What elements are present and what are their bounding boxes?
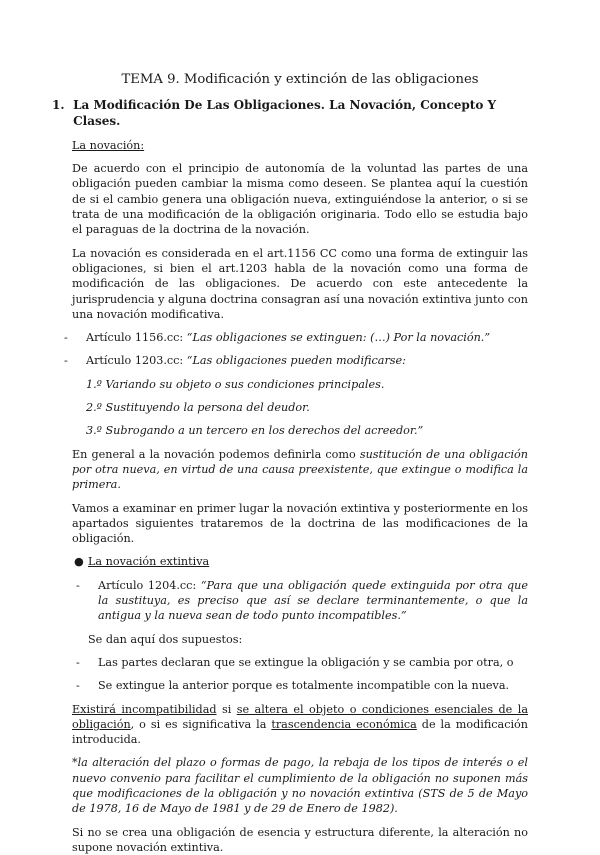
supuesto-text: Las partes declaran que se extingue la obligación y se cambia por otra, o	[98, 655, 514, 669]
text-run: si	[216, 702, 237, 716]
dash-marker: -	[64, 331, 68, 345]
dash-marker: -	[76, 679, 80, 693]
article-text	[86, 330, 490, 345]
paragraph-examen: Vamos a examinar en primer lugar la novación extintiva y posteriormente en los apartados siguientes trataremos de la doctrina de las modificaciones de la obligación.	[72, 501, 528, 546]
modo-item: 2.º Sustituyendo la persona del deudor.	[86, 401, 310, 415]
article-label: Artículo 1204.cc:	[98, 578, 201, 592]
definition-lead: En general a la novación podemos definirla como	[72, 447, 360, 461]
article-text	[86, 353, 406, 368]
article-label: Artículo 1156.cc:	[86, 331, 187, 345]
article-label: Artículo 1203.cc:	[86, 354, 187, 368]
section-title: La Modificación De Las Obligaciones. La Novación, Concepto Y Clases.	[73, 98, 497, 128]
bullet-icon: ●	[74, 555, 84, 569]
extintiva-heading: La novación extintiva	[88, 555, 210, 569]
article-1204	[76, 578, 528, 624]
novacion-heading: La novación:	[72, 138, 145, 152]
paragraph-definicion	[72, 447, 528, 493]
article-text	[98, 578, 528, 624]
dash-marker: -	[76, 578, 80, 592]
supuesto-item	[76, 678, 528, 693]
dash-marker: -	[76, 655, 80, 669]
section-number: 1.	[52, 98, 65, 113]
dash-marker: -	[64, 354, 68, 368]
subsection-heading	[72, 138, 528, 153]
bullet-extintiva	[72, 554, 528, 569]
paragraph-autonomia: De acuerdo con el principio de autonomía de la voluntad las partes de una obligación pueden cambiar la misma como deseen. Se plantea aquí la cuestión de si el cambio genera una obligación nueva, extinguiéndose la anterior, o si se trata de una modificación de la obligación originaria. Todo ello se estudia bajo el paraguas de la doctrina de la novación.	[72, 162, 528, 237]
paragraph-conclusion: Si no se crea una obligación de esencia y estructura diferente, la alteración no supone novación extintiva.	[72, 825, 528, 854]
underlined-text: Existirá incompatibilidad	[72, 702, 217, 716]
supuestos-intro: Se dan aquí dos supuestos:	[88, 632, 243, 646]
article-quote: “Para que una obligación quede extinguida por otra que la sustituya, es preciso que así se declare terminantemente, o que la antigua y la nueva sean de todo punto incompatibles.”	[98, 578, 528, 623]
supuesto-text: Se extingue la anterior porque es totalmente incompatible con la nueva.	[98, 679, 510, 693]
underlined-text: trascendencia económica	[271, 717, 417, 731]
text-run: , o si es significativa la	[130, 717, 272, 731]
modo-item: 1.º Variando su objeto o sus condiciones principales.	[86, 377, 385, 391]
paragraph-jurisprudencia: *la alteración del plazo o formas de pago, la rebaja de los tipos de interés o el nuevo convenio para facilitar el cumplimiento de la obligación no suponen más que modificaciones de la obligación y no novación extintiva (STS de 5 de Mayo de 1978, 16 de Mayo de 1981 y de 29 de Enero de 1982).	[72, 756, 528, 816]
supuesto-item	[76, 655, 528, 670]
modo-item: 3.º Subrogando a un tercero en los derechos del acreedor.”	[86, 424, 424, 438]
article-quote: “Las obligaciones pueden modificarse:	[186, 354, 406, 368]
definition-italic: sustitución de una obligación por otra nueva, en virtud de una causa preexistente, que extingue o modifica la primera.	[72, 447, 528, 492]
paragraph-incompatibilidad	[72, 702, 528, 748]
text-run: de la modificación introducida.	[72, 717, 528, 747]
article-1156	[64, 330, 528, 345]
article-quote: “Las obligaciones se extinguen: (…) Por la novación.”	[186, 331, 491, 345]
page-title: TEMA 9. Modificación y extinción de las obligaciones	[121, 72, 479, 87]
paragraph-art1156: La novación es considerada en el art.1156 CC como una forma de extinguir las obligaciones, si bien el art.1203 habla de la novación como una forma de modificación de las obligaciones. De acuerdo con este antecedente la jurisprudencia y alguna doctrina consagran así una novación extintiva junto con una novación modificativa.	[72, 246, 528, 321]
section-heading	[52, 98, 528, 129]
article-1203	[64, 353, 528, 368]
underlined-text: se altera el objeto o condiciones esenciales de la obligación	[72, 702, 528, 731]
